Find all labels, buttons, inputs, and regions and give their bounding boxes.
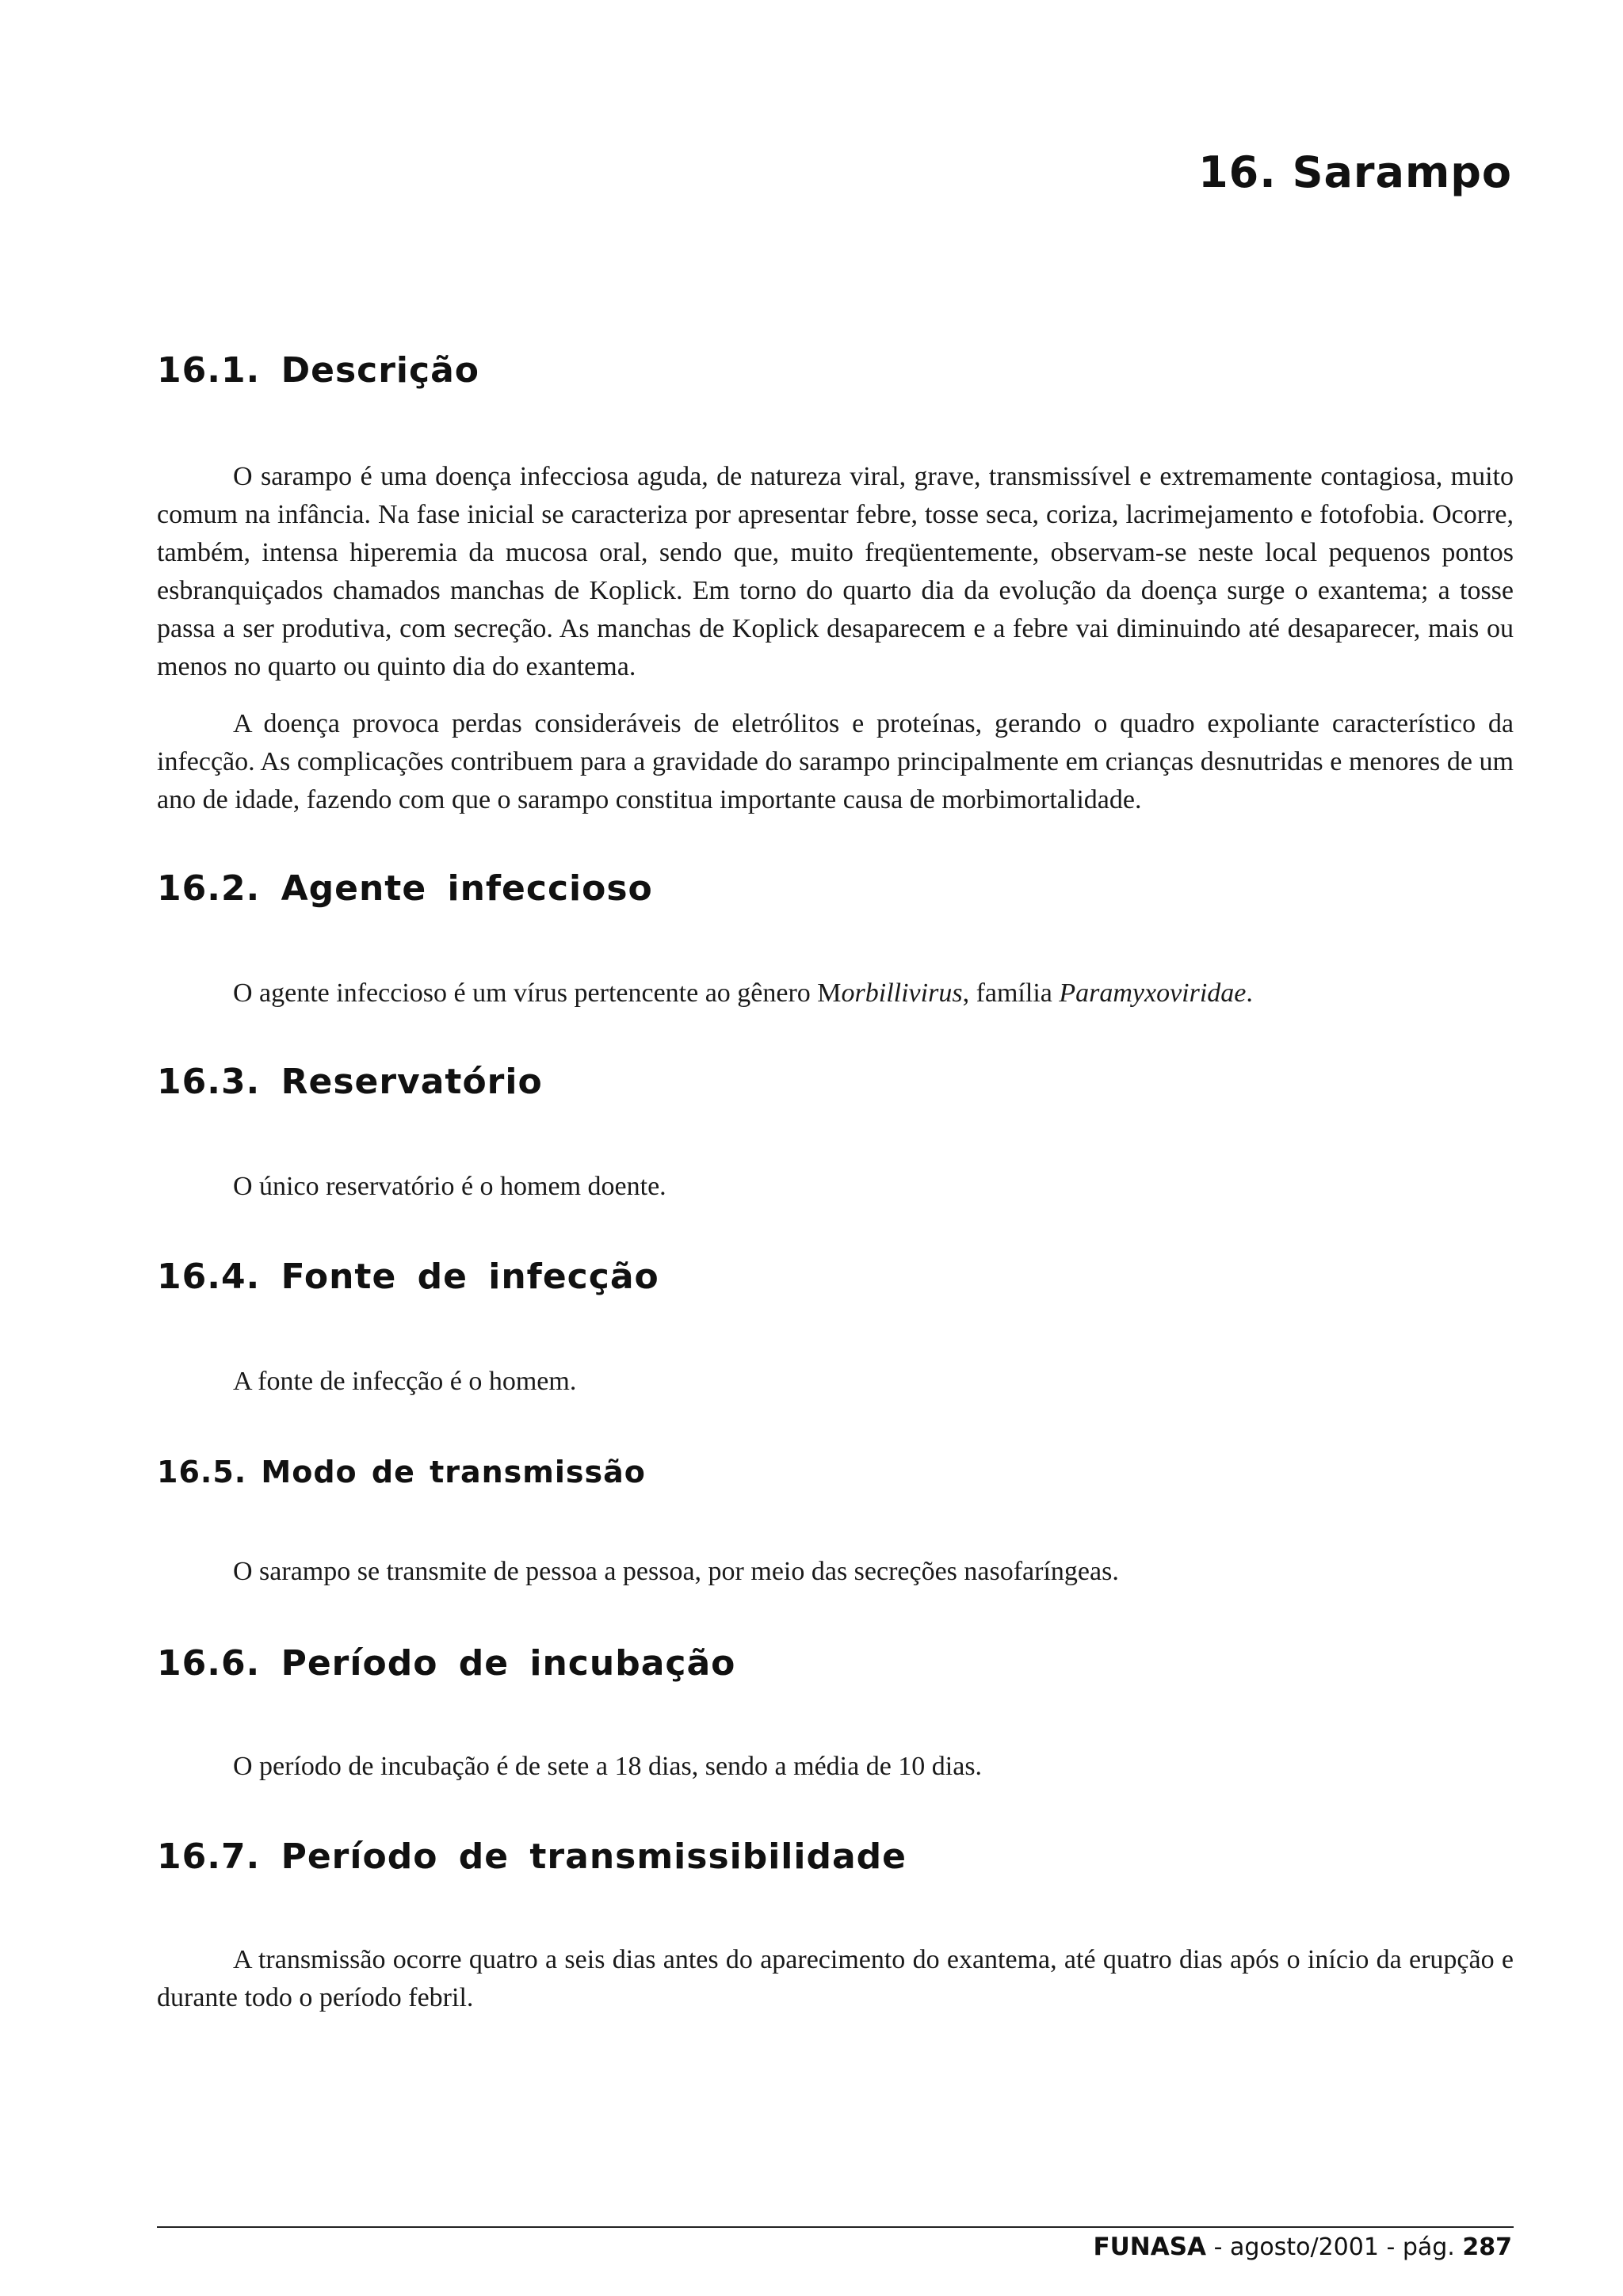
paragraph-agente-infeccioso bbox=[157, 974, 1514, 1013]
footer-rule bbox=[157, 2226, 1514, 2228]
section-heading-periodo-de-incubacao: 16.6. Período de incubação bbox=[157, 1643, 736, 1684]
paragraph-periodo-de-transmissibilidade: A transmissão ocorre quatro a seis dias antes do aparecimento do exantema, até quatro dias após o início da erupção e durante todo o período febril. bbox=[157, 1945, 1514, 2012]
footer-page-number: 287 bbox=[1462, 2233, 1512, 2261]
section-heading-modo-de-transmissao: 16.5. Modo de transmissão bbox=[157, 1455, 646, 1489]
agente-text-pre: O agente infeccioso é um vírus pertencente ao gênero M bbox=[233, 978, 842, 1008]
paragraph-descricao-2: A doença provoca perdas consideráveis de eletrólitos e proteínas, gerando o quadro expoliante característico da infecção. As complicações contribuem para a gravidade do sarampo principalmente em crianças desnutridas e menores de um ano de idade, fazendo com que o sarampo constitua importante causa de morbimortalidade. bbox=[157, 709, 1514, 814]
agente-text-post: . bbox=[1246, 978, 1253, 1008]
chapter-title: 16. Sarampo bbox=[1198, 147, 1512, 197]
section-heading-reservatorio: 16.3. Reservatório bbox=[157, 1062, 543, 1102]
genus-name: orbillivirus bbox=[841, 978, 963, 1008]
paragraph-periodo-de-incubacao: O período de incubação é de sete a 18 dias, sendo a média de 10 dias. bbox=[233, 1752, 983, 1781]
section-heading-periodo-de-transmissibilidade: 16.7. Período de transmissibilidade bbox=[157, 1836, 907, 1877]
paragraph-modo-de-transmissao: O sarampo se transmite de pessoa a pessoa, por meio das secreções nasofaríngeas. bbox=[233, 1557, 1119, 1586]
paragraph-fonte-de-infeccao: A fonte de infecção é o homem. bbox=[233, 1367, 577, 1396]
paragraph-reservatorio: O único reservatório é o homem doente. bbox=[233, 1172, 666, 1201]
family-name: Paramyxoviridae bbox=[1059, 978, 1247, 1008]
agente-text-mid: , família bbox=[962, 978, 1060, 1008]
section-heading-descricao: 16.1. Descrição bbox=[157, 350, 480, 391]
page-footer bbox=[1093, 2233, 1512, 2261]
section-heading-agente-infeccioso: 16.2. Agente infeccioso bbox=[157, 868, 653, 909]
footer-org: FUNASA bbox=[1093, 2233, 1207, 2261]
section-heading-fonte-de-infeccao: 16.4. Fonte de infecção bbox=[157, 1257, 659, 1297]
paragraph-descricao-1: O sarampo é uma doença infecciosa aguda, de natureza viral, grave, transmissível e extremamente contagiosa, muito comum na infância. Na fase inicial se caracteriza por apresentar febre, tosse seca, coriza, lacrimejamento e fotofobia. Ocorre, também, intensa hiperemia da mucosa oral, sendo que, muito freqüentemente, observam-se neste local pequenos pontos esbranquiçados chamados manchas de Koplick. Em torno do quarto dia da evolução da doença surge o exantema; a tosse passa a ser produtiva, com secreção. As manchas de Koplick desaparecem e a febre vai diminuindo até desaparecer, mais ou menos no quarto ou quinto dia do exantema. bbox=[157, 462, 1514, 681]
footer-date: - agosto/2001 - pág. bbox=[1206, 2233, 1463, 2261]
